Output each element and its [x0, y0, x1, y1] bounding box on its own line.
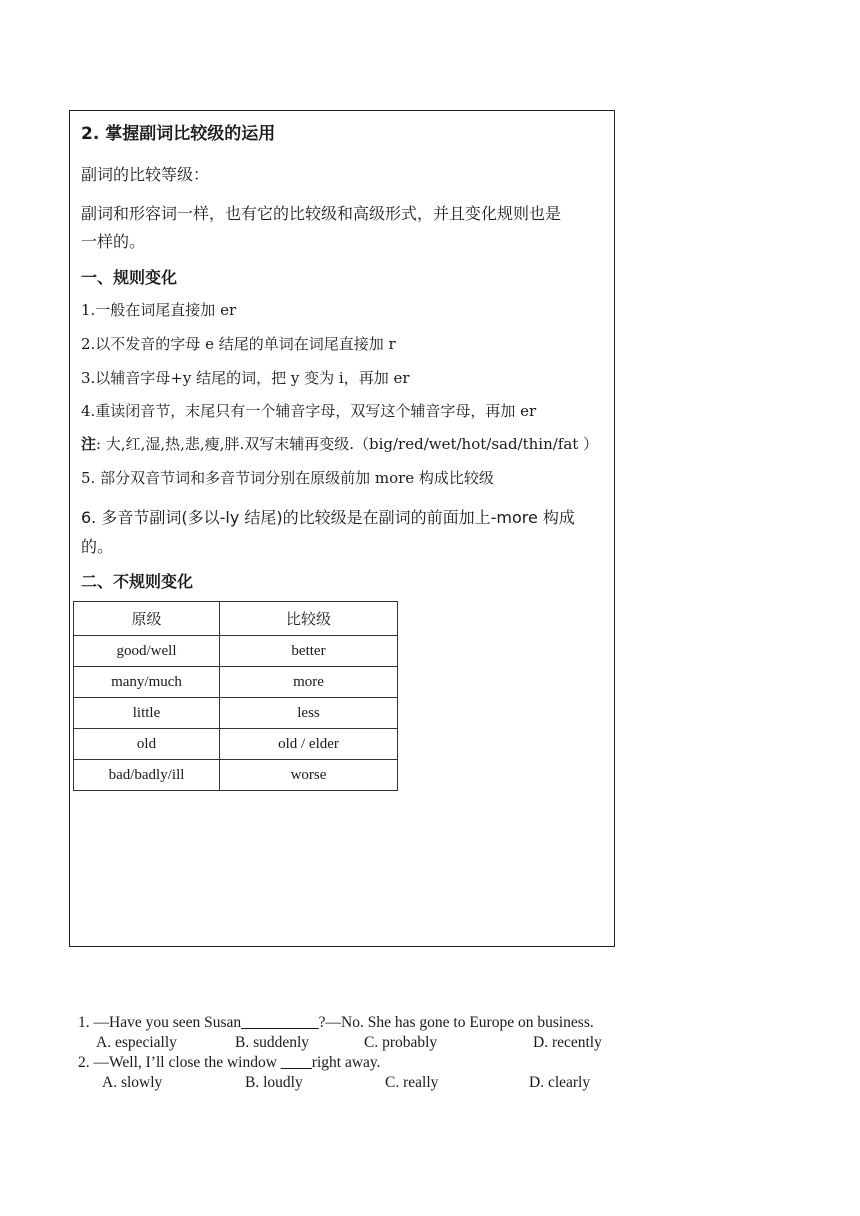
- table-cell: good/well: [74, 636, 220, 667]
- irregular-comparison-table: [73, 601, 398, 791]
- rule-6-line-2: 的。: [81, 537, 114, 556]
- question-1-option-c: C. probably: [364, 1034, 438, 1051]
- table-cell: better: [220, 636, 398, 667]
- table-header-row: [74, 602, 398, 636]
- section-title: 2. 掌握副词比较级的运用: [81, 124, 276, 144]
- rule-1: 1.一般在词尾直接加 er: [81, 301, 237, 319]
- question-1-blank: __________: [241, 1014, 319, 1031]
- question-1-text-a: 1. —Have you seen Susan: [78, 1014, 242, 1031]
- question-1-stem: [78, 1014, 594, 1032]
- table-cell: less: [220, 698, 398, 729]
- question-2-option-d: D. clearly: [529, 1074, 591, 1091]
- table-cell: old / elder: [220, 729, 398, 760]
- question-2-option-b: B. loudly: [245, 1074, 303, 1091]
- table-cell: bad/badly/ill: [74, 760, 220, 791]
- question-1-option-a: A. especially: [96, 1034, 177, 1051]
- note-line: [81, 433, 598, 454]
- note-label: 注: [81, 435, 97, 453]
- section-subtitle: 副词的比较等级：: [81, 165, 210, 184]
- grammar-section-box: [69, 110, 615, 947]
- table-header-cell: 原级: [74, 602, 220, 636]
- table-row: [74, 636, 398, 667]
- table-cell: old: [74, 729, 220, 760]
- rule-2: 2.以不发音的字母 e 结尾的单词在词尾直接加 r: [81, 335, 396, 353]
- rule-3: 3.以辅音字母+y 结尾的词，把 y 变为 i，再加 er: [81, 369, 410, 387]
- table-row: [74, 760, 398, 791]
- question-2-stem: [78, 1054, 381, 1072]
- question-2-option-a: A. slowly: [102, 1074, 163, 1091]
- question-2-text-b: right away.: [311, 1054, 381, 1071]
- question-1-option-b: B. suddenly: [235, 1034, 310, 1051]
- intro-line-2: 一样的。: [81, 232, 146, 251]
- irregular-heading: 二、不规则变化: [81, 572, 194, 591]
- table-cell: many/much: [74, 667, 220, 698]
- table-cell: worse: [220, 760, 398, 791]
- regular-heading: 一、规则变化: [81, 268, 178, 287]
- table-row: [74, 729, 398, 760]
- rule-4: 4.重读闭音节，末尾只有一个辅音字母，双写这个辅音字母，再加 er: [81, 402, 537, 420]
- question-2-option-c: C. really: [385, 1074, 439, 1091]
- rule-6-line-1: 6. 多音节副词(多以-ly 结尾)的比较级是在副词的前面加上-more 构成: [81, 508, 575, 527]
- table-row: [74, 667, 398, 698]
- table-header-cell: 比较级: [220, 602, 398, 636]
- rule-5: 5. 部分双音节词和多音节词分别在原级前加 more 构成比较级: [81, 469, 494, 487]
- question-1-option-d: D. recently: [533, 1034, 602, 1051]
- table-row: [74, 698, 398, 729]
- question-2-text-a: 2. —Well, I’ll close the window: [78, 1054, 281, 1071]
- table-cell: more: [220, 667, 398, 698]
- intro-line-1: 副词和形容词一样，也有它的比较级和高级形式，并且变化规则也是: [81, 204, 562, 223]
- question-1-text-b: ?—No. She has gone to Europe on business.: [318, 1014, 594, 1031]
- note-text: : 大,红,湿,热,悲,瘦,胖.双写末辅再变级.（big/red/wet/hot/sad/thin/fat ）: [96, 435, 599, 453]
- question-2-blank: ____: [280, 1054, 312, 1071]
- table-cell: little: [74, 698, 220, 729]
